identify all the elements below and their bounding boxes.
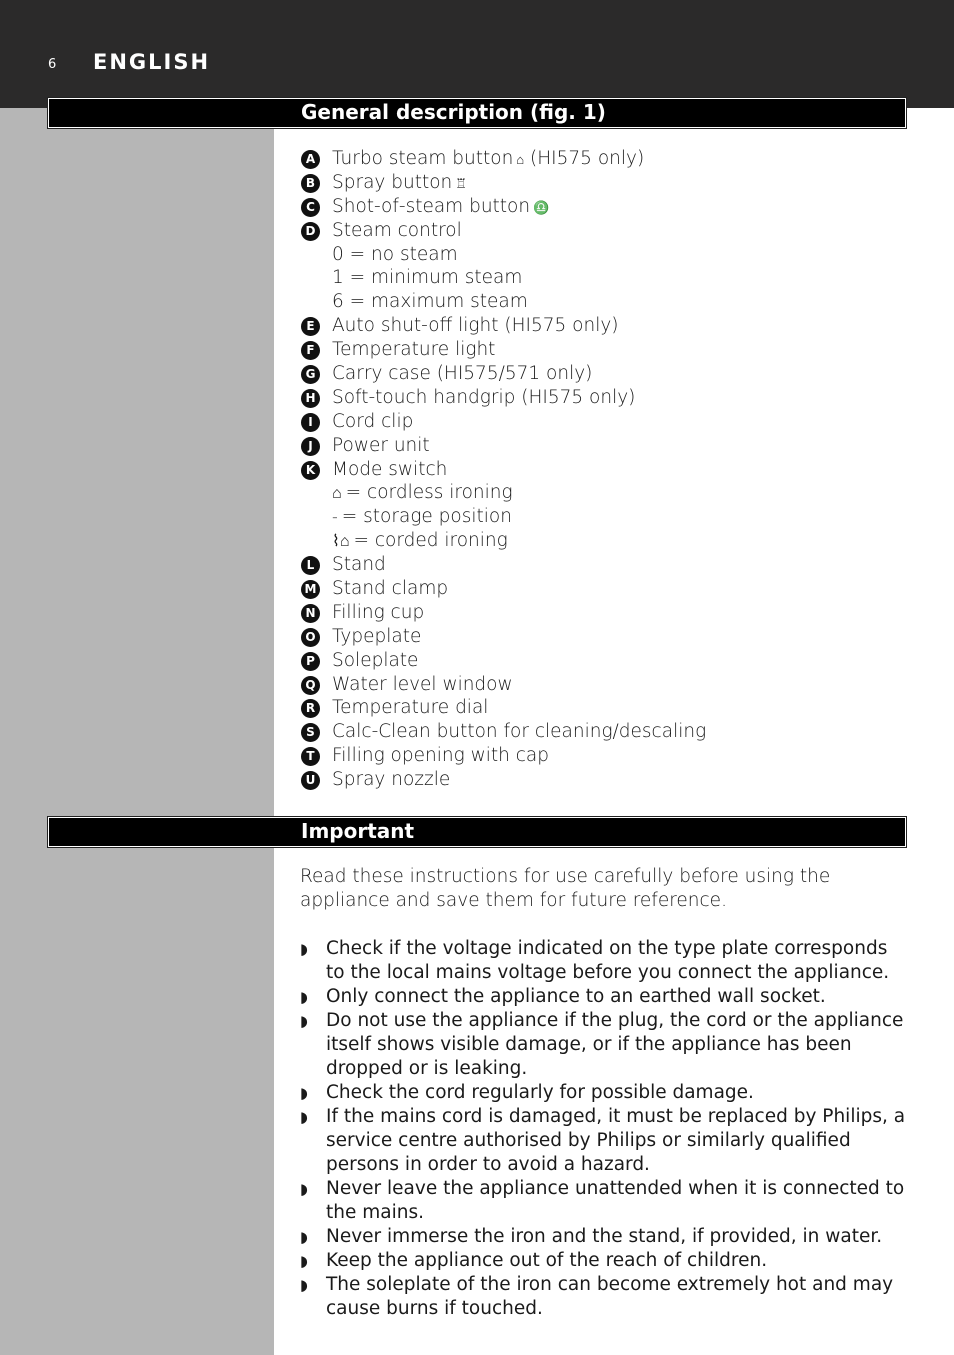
item-text: Mode switch — [332, 458, 448, 480]
item-text: Spray button — [332, 171, 453, 193]
list-item — [300, 458, 900, 482]
item-letter-badge: A — [301, 150, 320, 169]
section-title-general: General description (fig. 1) — [301, 100, 606, 124]
list-item — [300, 290, 900, 314]
list-item — [300, 362, 900, 386]
item-letter-badge: J — [301, 437, 320, 456]
item-text: Cord clip — [332, 410, 414, 432]
warning-item — [300, 1177, 910, 1225]
warning-text: Never leave the appliance unattended when it is connected to the mains. — [326, 1178, 905, 1223]
warning-text: Only connect the appliance to an earthed wall socket. — [326, 986, 826, 1007]
list-item — [300, 505, 900, 529]
bullet-icon: ◗ — [300, 1276, 308, 1294]
item-text: Filling cup — [332, 601, 425, 623]
item-text: Stand — [332, 554, 386, 576]
list-item — [300, 386, 900, 410]
intro-paragraph: Read these instructions for use carefully before using the appliance and save them for future reference. — [300, 866, 831, 911]
item-text: Filling opening with cap — [332, 745, 549, 767]
item-text: Carry case (HI575/571 only) — [332, 363, 593, 385]
left-margin-column — [0, 108, 274, 1355]
header-band — [0, 0, 954, 108]
button-symbol-icon: ♖ — [455, 176, 467, 192]
warning-text: Do not use the appliance if the plug, the cord or the appliance itself shows visible damage, or if the appliance has been dropped or is leaking. — [326, 1010, 904, 1079]
list-item — [300, 314, 900, 338]
list-item — [300, 266, 900, 290]
mode-symbol-icon: ⌂ — [332, 483, 342, 503]
item-letter-badge: P — [301, 652, 320, 671]
item-text: Water level window — [332, 673, 513, 695]
list-item — [300, 673, 900, 697]
item-letter-badge: Q — [301, 676, 320, 695]
warning-text: The soleplate of the iron can become extremely hot and may cause burns if touched. — [326, 1274, 894, 1319]
item-letter-badge: D — [301, 222, 320, 241]
section-bar-general — [48, 98, 906, 128]
warning-item — [300, 1009, 910, 1081]
item-text: Power unit — [332, 434, 430, 456]
list-item — [300, 195, 900, 219]
bullet-icon: ◗ — [300, 940, 308, 958]
language-heading: ENGLISH — [93, 50, 211, 74]
list-item — [300, 338, 900, 362]
item-letter-badge: R — [301, 699, 320, 718]
item-letter-badge: L — [301, 556, 320, 575]
item-letter-badge: C — [301, 198, 320, 217]
list-item — [300, 147, 900, 171]
item-letter-badge: I — [301, 413, 320, 432]
list-item — [300, 171, 900, 195]
warning-item — [300, 1225, 910, 1249]
list-item — [300, 219, 900, 243]
item-letter-badge: O — [301, 628, 320, 647]
mode-symbol-icon: - — [332, 507, 338, 527]
warning-item — [300, 1105, 910, 1177]
item-text: Typeplate — [332, 625, 422, 647]
item-letter-badge: H — [301, 389, 320, 408]
item-text: Calc-Clean button for cleaning/descaling — [332, 721, 707, 743]
warning-text: Check the cord regularly for possible damage. — [326, 1082, 754, 1103]
item-text: Temperature light — [332, 339, 496, 361]
list-sub-text: = storage position — [341, 506, 512, 528]
bullet-icon: ◗ — [300, 1084, 308, 1102]
list-item — [300, 434, 900, 458]
list-item — [300, 649, 900, 673]
item-letter-badge: M — [301, 580, 320, 599]
warning-text: If the mains cord is damaged, it must be replaced by Philips, a service centre authorised by Philips or similarly qualified persons in order to avoid a hazard. — [326, 1106, 906, 1175]
item-letter-badge: U — [301, 771, 320, 790]
parts-list — [300, 147, 900, 792]
list-sub-text: = corded ironing — [353, 530, 508, 552]
list-item — [300, 720, 900, 744]
item-text: Stand clamp — [332, 578, 449, 600]
list-sub-text: 0 = no steam — [332, 243, 458, 265]
list-sub-text: 1 = minimum steam — [332, 267, 523, 289]
item-suffix: (HI575 only) — [524, 148, 645, 169]
item-letter-badge: N — [301, 604, 320, 623]
mode-symbol-icon: ⌇⌂ — [332, 531, 350, 551]
list-item — [300, 696, 900, 720]
button-symbol-icon: ♎ — [533, 200, 550, 216]
list-item — [300, 553, 900, 577]
item-letter-badge: T — [301, 747, 320, 766]
bullet-icon: ◗ — [300, 1012, 308, 1030]
warning-text: Keep the appliance out of the reach of children. — [326, 1250, 768, 1271]
item-text: Spray nozzle — [332, 769, 451, 791]
page-number: 6 — [48, 57, 57, 72]
warnings-list — [300, 937, 910, 1321]
list-item — [300, 601, 900, 625]
item-text: Auto shut-off light (HI575 only) — [332, 315, 619, 337]
item-letter-badge: B — [301, 174, 320, 193]
list-item — [300, 768, 900, 792]
bullet-icon: ◗ — [300, 1108, 308, 1126]
list-item — [300, 744, 900, 768]
warning-item — [300, 937, 910, 985]
warning-text: Check if the voltage indicated on the type plate corresponds to the local mains voltage before you connect the appliance. — [326, 938, 890, 983]
button-symbol-icon: ⌂ — [516, 153, 525, 168]
item-text: Soft-touch handgrip (HI575 only) — [332, 386, 636, 408]
list-item — [300, 625, 900, 649]
item-text: Steam control — [332, 219, 462, 241]
list-sub-text: = cordless ironing — [345, 482, 513, 504]
item-text: Shot-of-steam button — [332, 195, 531, 217]
section-bar-important — [48, 817, 906, 847]
item-letter-badge: K — [301, 461, 320, 480]
warning-item — [300, 985, 910, 1009]
list-item — [300, 410, 900, 434]
list-item — [300, 577, 900, 601]
list-sub-text: 6 = maximum steam — [332, 291, 528, 313]
item-text: Turbo steam button — [332, 148, 514, 169]
bullet-icon: ◗ — [300, 988, 308, 1006]
item-text: Temperature dial — [332, 697, 489, 719]
item-letter-badge: S — [301, 723, 320, 742]
list-item — [300, 529, 900, 553]
list-item — [300, 243, 900, 267]
item-letter-badge: G — [301, 365, 320, 384]
item-text: Soleplate — [332, 649, 419, 671]
section-title-important: Important — [301, 819, 415, 843]
warning-item — [300, 1273, 910, 1321]
bullet-icon: ◗ — [300, 1180, 308, 1198]
warning-item — [300, 1249, 910, 1273]
item-letter-badge: E — [301, 317, 320, 336]
list-item — [300, 481, 900, 505]
warning-text: Never immerse the iron and the stand, if provided, in water. — [326, 1226, 883, 1247]
bullet-icon: ◗ — [300, 1228, 308, 1246]
warning-item — [300, 1081, 910, 1105]
bullet-icon: ◗ — [300, 1252, 308, 1270]
item-letter-badge: F — [301, 341, 320, 360]
